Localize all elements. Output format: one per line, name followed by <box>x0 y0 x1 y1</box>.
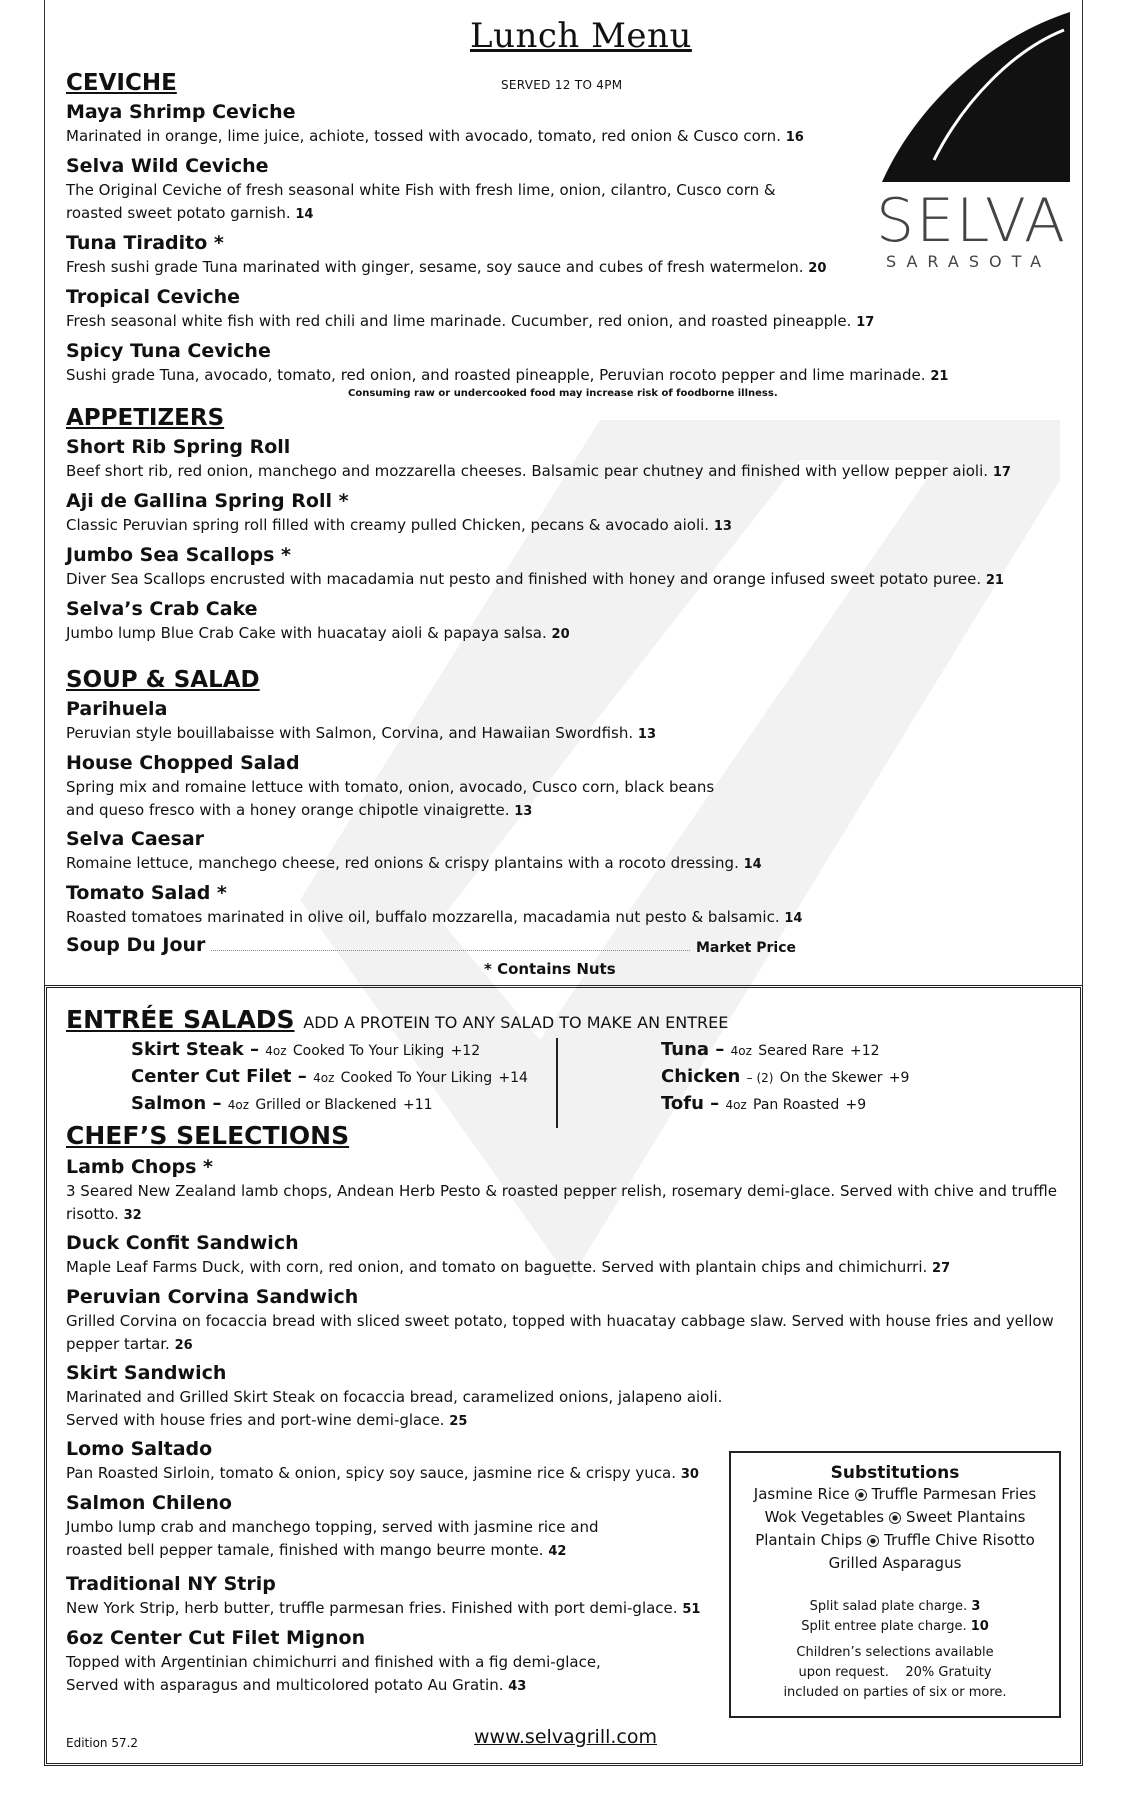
item-desc: Jumbo lump Blue Crab Cake with huacatay aioli & papaya salsa. <box>66 624 547 642</box>
policy-note: included on parties of six or more. <box>783 1685 1007 1700</box>
split-charge: Split entree plate charge. 10 <box>801 1619 989 1634</box>
heading-subtitle: ADD A PROTEIN TO ANY SALAD TO MAKE AN ENTREE <box>303 1013 729 1032</box>
policy-note: upon request. 20% Gratuity <box>798 1665 992 1680</box>
item-name: 6oz Center Cut Filet Mignon <box>66 1627 366 1649</box>
item-price: 51 <box>682 1602 701 1617</box>
section-heading-chefs-selections: CHEF’S SELECTIONS <box>66 1121 350 1150</box>
dot-leader <box>211 950 690 951</box>
menu-item <box>66 1625 716 1698</box>
protein-option: Tuna – 4oz Seared Rare +12 <box>661 1039 880 1060</box>
item-desc: Spring mix and romaine lettuce with tomato, onion, avocado, Cusco corn, black beans <box>66 778 715 796</box>
bullet-icon <box>867 1535 879 1547</box>
bullet-icon <box>855 1489 867 1501</box>
menu-item <box>66 99 1066 149</box>
item-price: 13 <box>637 727 656 742</box>
menu-item <box>66 596 1066 646</box>
item-price: 26 <box>174 1338 193 1353</box>
item-desc: Served with house fries and port-wine demi-glace. <box>66 1411 445 1429</box>
menu-item <box>66 1490 716 1563</box>
menu-item <box>66 826 1066 876</box>
item-desc: Classic Peruvian spring roll filled with creamy pulled Chicken, pecans & avocado aioli. <box>66 516 710 534</box>
menu-item <box>66 542 1066 592</box>
item-desc: Pan Roasted Sirloin, tomato & onion, spicy soy sauce, jasmine rice & crispy yuca. <box>66 1464 677 1482</box>
item-price: Market Price <box>695 940 796 956</box>
heading-text: ENTRÉE SALADS <box>66 1005 295 1034</box>
menu-item <box>66 880 1066 930</box>
substitution-line: Wok Vegetables Sweet Plantains <box>764 1508 1026 1526</box>
substitutions-heading: Substitutions <box>830 1463 960 1483</box>
menu-item <box>66 1436 716 1486</box>
menu-item <box>66 1154 1066 1227</box>
protein-option: Chicken – (2) On the Skewer +9 <box>661 1066 910 1087</box>
item-price: 43 <box>508 1679 527 1694</box>
item-name: Duck Confit Sandwich <box>66 1232 299 1254</box>
substitutions-box <box>729 1451 1061 1718</box>
item-price: 14 <box>743 857 762 872</box>
menu-item <box>66 1360 1066 1433</box>
item-desc: Grilled Corvina on focaccia bread with sliced sweet potato, topped with huacatay cabbage slaw. Served with house fries and yellow <box>66 1312 1054 1330</box>
split-charge: Split salad plate charge. 3 <box>809 1599 981 1614</box>
menu-item <box>66 284 1066 334</box>
item-name: Selva Wild Ceviche <box>66 155 269 177</box>
menu-item <box>66 750 1066 823</box>
item-desc: Marinated in orange, lime juice, achiote, tossed with avocado, tomato, red onion & Cusco corn. <box>66 127 781 145</box>
protein-divider <box>556 1038 558 1128</box>
item-price: 21 <box>930 369 949 384</box>
item-desc: 3 Seared New Zealand lamb chops, Andean Herb Pesto & roasted pepper relish, rosemary demi-glace. Served with chive and truffle <box>66 1182 1057 1200</box>
item-name: Tuna Tiradito * <box>66 232 224 254</box>
protein-option: Salmon – 4oz Grilled or Blackened +11 <box>131 1093 433 1114</box>
item-name: Soup Du Jour <box>66 934 206 956</box>
item-name: House Chopped Salad <box>66 752 300 774</box>
item-name: Selva’s Crab Cake <box>66 598 258 620</box>
item-name: Lamb Chops * <box>66 1156 213 1178</box>
raw-food-warning: Consuming raw or undercooked food may increase risk of foodborne illness. <box>348 388 778 399</box>
item-name: Traditional NY Strip <box>66 1573 276 1595</box>
item-name: Selva Caesar <box>66 828 205 850</box>
substitution-line: Jasmine Rice Truffle Parmesan Fries <box>753 1485 1037 1503</box>
item-name: Tropical Ceviche <box>66 286 241 308</box>
substitution-line: Grilled Asparagus <box>828 1554 962 1572</box>
substitution-line: Plantain Chips Truffle Chive Risotto <box>755 1531 1035 1549</box>
item-name: Peruvian Corvina Sandwich <box>66 1286 359 1308</box>
menu-item <box>66 696 1066 746</box>
protein-option: Skirt Steak – 4oz Cooked To Your Liking +12 <box>131 1039 481 1060</box>
item-desc: Fresh sushi grade Tuna marinated with ginger, sesame, soy sauce and cubes of fresh watermelon. <box>66 258 804 276</box>
website-link[interactable]: www.selvagrill.com <box>474 1726 657 1748</box>
item-name: Tomato Salad * <box>66 882 227 904</box>
item-name: Aji de Gallina Spring Roll * <box>66 490 349 512</box>
item-desc: Marinated and Grilled Skirt Steak on focaccia bread, caramelized onions, jalapeno aioli. <box>66 1388 723 1406</box>
item-desc: Diver Sea Scallops encrusted with macadamia nut pesto and finished with honey and orange infused sweet potato puree. <box>66 570 982 588</box>
item-price: 20 <box>551 627 570 642</box>
item-desc: The Original Ceviche of fresh seasonal white Fish with fresh lime, onion, cilantro, Cusco corn & <box>66 181 776 199</box>
policy-note: Children’s selections available <box>796 1645 994 1660</box>
item-desc: Roasted tomatoes marinated in olive oil, buffalo mozzarella, macadamia nut pesto & balsamic. <box>66 908 780 926</box>
item-price: 16 <box>785 130 804 145</box>
item-name: Spicy Tuna Ceviche <box>66 340 271 362</box>
menu-item <box>66 488 1066 538</box>
item-price: 20 <box>808 261 827 276</box>
item-desc: Beef short rib, red onion, manchego and mozzarella cheeses. Balsamic pear chutney and finished with yellow pepper aioli. <box>66 462 989 480</box>
item-name: Parihuela <box>66 698 168 720</box>
item-desc: Served with asparagus and multicolored potato Au Gratin. <box>66 1676 504 1694</box>
item-desc: Jumbo lump crab and manchego topping, served with jasmine rice and <box>66 1518 599 1536</box>
bullet-icon <box>889 1512 901 1524</box>
protein-option: Tofu – 4oz Pan Roasted +9 <box>661 1093 867 1114</box>
item-desc: risotto. <box>66 1205 119 1223</box>
item-desc: Romaine lettuce, manchego cheese, red onions & crispy plantains with a rocoto dressing. <box>66 854 739 872</box>
menu-item <box>66 1284 1066 1357</box>
item-name: Maya Shrimp Ceviche <box>66 101 296 123</box>
logo-subtitle: SARASOTA <box>886 252 1052 271</box>
menu-item <box>66 153 1066 226</box>
item-name: Lomo Saltado <box>66 1438 213 1460</box>
menu-item <box>66 338 1066 388</box>
served-hours: SERVED 12 TO 4PM <box>501 78 623 92</box>
item-name: Salmon Chileno <box>66 1492 232 1514</box>
item-price: 17 <box>992 465 1011 480</box>
item-price: 17 <box>856 315 875 330</box>
section-heading-entree-salads <box>66 1005 728 1034</box>
item-price: 14 <box>784 911 803 926</box>
section-heading-ceviche: CEVICHE <box>66 70 177 96</box>
item-price: 27 <box>932 1261 951 1276</box>
item-desc: roasted bell pepper tamale, finished with mango beurre monte. <box>66 1541 544 1559</box>
menu-item <box>66 230 1066 280</box>
item-price: 13 <box>514 804 533 819</box>
protein-option: Center Cut Filet – 4oz Cooked To Your Liking +14 <box>131 1066 528 1087</box>
item-price: 42 <box>548 1544 567 1559</box>
item-desc: Topped with Argentinian chimichurri and finished with a fig demi-glace, <box>66 1653 601 1671</box>
contains-nuts-note: * Contains Nuts <box>484 960 616 978</box>
item-price: 25 <box>449 1414 468 1429</box>
item-name: Skirt Sandwich <box>66 1362 227 1384</box>
item-desc: roasted sweet potato garnish. <box>66 204 291 222</box>
item-desc: Maple Leaf Farms Duck, with corn, red onion, and tomato on baguette. Served with plantain chips and chimichurri. <box>66 1258 928 1276</box>
item-price: 21 <box>985 573 1004 588</box>
section-heading-appetizers: APPETIZERS <box>66 405 225 431</box>
edition-label: Edition 57.2 <box>66 1736 139 1750</box>
section-heading-soup-salad: SOUP & SALAD <box>66 667 260 693</box>
item-price: 32 <box>123 1208 142 1223</box>
menu-item <box>66 1230 1066 1280</box>
item-desc: Fresh seasonal white fish with red chili and lime marinade. Cucumber, red onion, and roasted pineapple. <box>66 312 852 330</box>
logo-wordmark: SELVA <box>876 186 1068 256</box>
menu-item <box>66 1571 716 1621</box>
menu-item <box>66 434 1066 484</box>
item-desc: pepper tartar. <box>66 1335 170 1353</box>
item-price: 14 <box>295 207 314 222</box>
item-desc: Peruvian style bouillabaisse with Salmon, Corvina, and Hawaiian Swordfish. <box>66 724 634 742</box>
item-price: 13 <box>713 519 732 534</box>
item-name: Short Rib Spring Roll <box>66 436 291 458</box>
menu-title: Lunch Menu <box>470 16 692 56</box>
item-price: 30 <box>680 1467 699 1482</box>
item-desc: New York Strip, herb butter, truffle parmesan fries. Finished with port demi-glace. <box>66 1599 678 1617</box>
item-desc: and queso fresco with a honey orange chipotle vinaigrette. <box>66 801 510 819</box>
soup-du-jour-row <box>66 934 796 956</box>
item-name: Jumbo Sea Scallops * <box>66 544 291 566</box>
item-desc: Sushi grade Tuna, avocado, tomato, red onion, and roasted pineapple, Peruvian rocoto pepper and lime marinade. <box>66 366 926 384</box>
